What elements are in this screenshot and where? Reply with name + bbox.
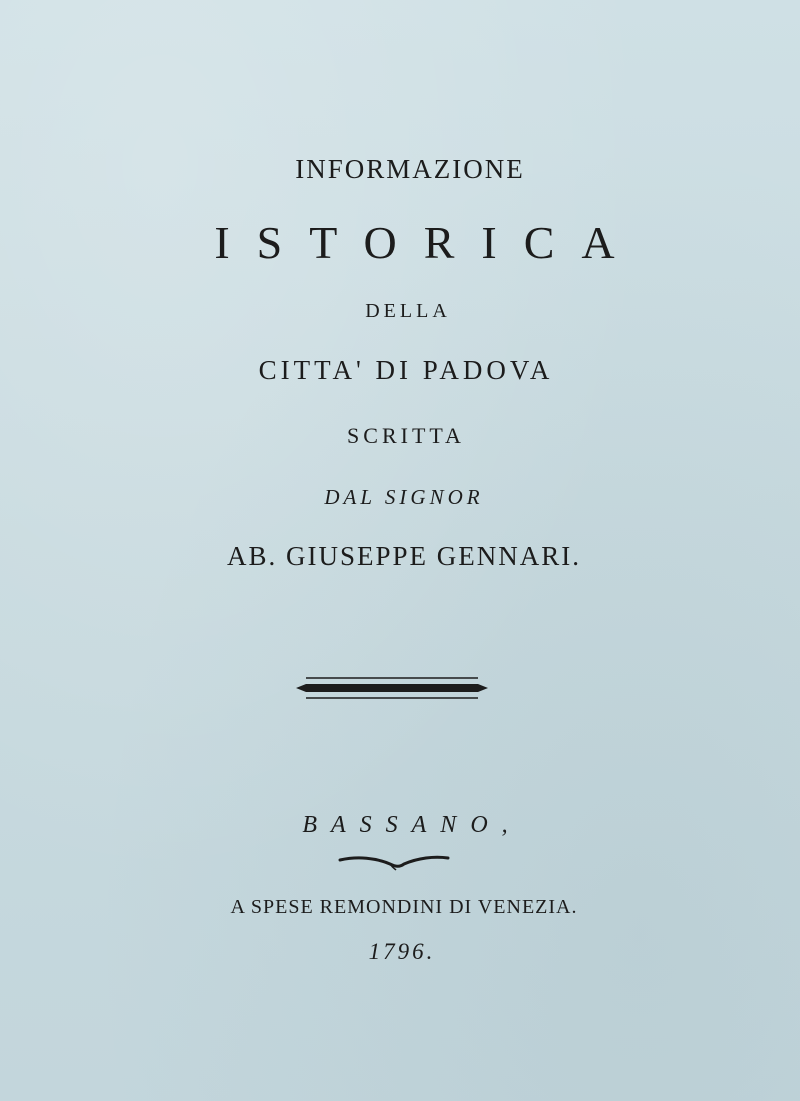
title-line-informazione: INFORMAZIONE — [295, 154, 525, 184]
title-line-della: DELLA — [365, 300, 451, 322]
title-line-dal-signor: DAL SIGNOR — [324, 485, 484, 509]
author-name: AB. GIUSEPPE GENNARI. — [226, 541, 582, 571]
ornamental-rule — [296, 674, 488, 702]
title-line-istorica: ISTORICA — [214, 217, 642, 268]
title-line-scritta: SCRITTA — [347, 423, 465, 448]
title-line-citta-di-padova: CITTA' DI PADOVA — [258, 355, 554, 385]
imprint-year: 1796. — [368, 939, 436, 964]
flourish-ornament — [338, 852, 450, 872]
imprint-publisher: A SPESE REMONDINI DI VENEZIA. — [230, 896, 578, 918]
imprint-place: BASSANO, — [302, 812, 522, 838]
